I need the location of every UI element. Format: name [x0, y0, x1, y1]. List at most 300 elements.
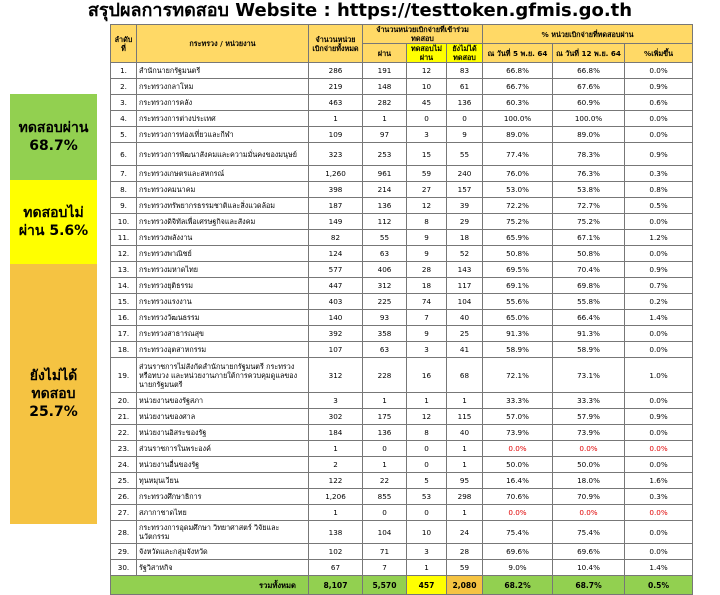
row-pass: 406 — [363, 262, 407, 278]
row-ministry: สำนักนายกรัฐมนตรี — [137, 63, 309, 79]
row-nov12: 66.4% — [553, 310, 625, 326]
row-ministry: หน่วยงานอิสระของรัฐ — [137, 425, 309, 441]
row-number: 17. — [111, 326, 137, 342]
row-pass: 358 — [363, 326, 407, 342]
row-nov12: 69.6% — [553, 544, 625, 560]
row-nov12: 75.2% — [553, 214, 625, 230]
row-ministry: กระทรวงสาธารณสุข — [137, 326, 309, 342]
row-nov12: 91.3% — [553, 326, 625, 342]
row-nov12: 0.0% — [553, 505, 625, 521]
row-fail: 12 — [407, 409, 447, 425]
row-nov5: 76.0% — [483, 166, 553, 182]
table-row — [111, 358, 693, 393]
totals-increase: 0.5% — [625, 576, 693, 595]
row-number: 13. — [111, 262, 137, 278]
row-increase: 0.0% — [625, 521, 693, 544]
row-fail: 3 — [407, 342, 447, 358]
totals-pass: 5,570 — [363, 576, 407, 595]
row-not-tested: 298 — [447, 489, 483, 505]
fail-summary-label: ทดสอบไม่ผ่าน 5.6% — [10, 180, 97, 264]
row-nov5: 53.0% — [483, 182, 553, 198]
row-not-tested: 28 — [447, 544, 483, 560]
row-pass: 191 — [363, 63, 407, 79]
row-ministry: กระทรวงยุติธรรม — [137, 278, 309, 294]
row-not-tested: 83 — [447, 63, 483, 79]
row-not-tested: 240 — [447, 166, 483, 182]
row-not-tested: 41 — [447, 342, 483, 358]
row-ministry: กระทรวงพาณิชย์ — [137, 246, 309, 262]
row-nov5: 72.1% — [483, 358, 553, 393]
row-total: 392 — [309, 326, 363, 342]
row-nov5: 100.0% — [483, 111, 553, 127]
row-pass: 112 — [363, 214, 407, 230]
row-nov5: 69.1% — [483, 278, 553, 294]
table-row — [111, 560, 693, 576]
row-ministry: กระทรวงพลังงาน — [137, 230, 309, 246]
row-ministry: กระทรวงอุตสาหกรรม — [137, 342, 309, 358]
row-increase: 0.9% — [625, 262, 693, 278]
row-ministry: กระทรวงแรงงาน — [137, 294, 309, 310]
row-total: 403 — [309, 294, 363, 310]
row-increase: 0.3% — [625, 489, 693, 505]
row-pass: 63 — [363, 246, 407, 262]
table-row — [111, 521, 693, 544]
table-row — [111, 457, 693, 473]
row-total: 323 — [309, 143, 363, 166]
row-nov5: 69.5% — [483, 262, 553, 278]
row-pass: 63 — [363, 342, 407, 358]
row-total: 1 — [309, 505, 363, 521]
row-number: 6. — [111, 143, 137, 166]
row-total: 3 — [309, 393, 363, 409]
row-fail: 0 — [407, 111, 447, 127]
table-row — [111, 278, 693, 294]
table-row — [111, 425, 693, 441]
row-nov12: 50.0% — [553, 457, 625, 473]
row-number: 9. — [111, 198, 137, 214]
row-nov12: 73.1% — [553, 358, 625, 393]
row-fail: 53 — [407, 489, 447, 505]
row-increase: 0.9% — [625, 409, 693, 425]
row-ministry: จังหวัดและกลุ่มจังหวัด — [137, 544, 309, 560]
row-increase: 0.0% — [625, 63, 693, 79]
row-nov5: 69.6% — [483, 544, 553, 560]
row-ministry: หน่วยงานอื่นของรัฐ — [137, 457, 309, 473]
row-nov12: 100.0% — [553, 111, 625, 127]
row-total: 1 — [309, 441, 363, 457]
header-nov5: ณ วันที่ 5 พ.ย. 64 — [483, 44, 553, 63]
row-increase: 0.0% — [625, 425, 693, 441]
row-nov5: 75.2% — [483, 214, 553, 230]
row-pass: 97 — [363, 127, 407, 143]
row-increase: 0.3% — [625, 166, 693, 182]
row-pass: 0 — [363, 441, 407, 457]
row-ministry: กระทรวงการอุดมศึกษา วิทยาศาสตร์ วิจัยและนวัตกรรม — [137, 521, 309, 544]
row-nov12: 55.8% — [553, 294, 625, 310]
row-number: 16. — [111, 310, 137, 326]
row-not-tested: 59 — [447, 560, 483, 576]
row-not-tested: 68 — [447, 358, 483, 393]
row-nov5: 58.9% — [483, 342, 553, 358]
row-number: 3. — [111, 95, 137, 111]
row-total: 82 — [309, 230, 363, 246]
row-ministry: ทุนหมุนเวียน — [137, 473, 309, 489]
row-fail: 12 — [407, 198, 447, 214]
row-not-tested: 115 — [447, 409, 483, 425]
row-fail: 8 — [407, 425, 447, 441]
row-nov5: 50.0% — [483, 457, 553, 473]
row-not-tested: 143 — [447, 262, 483, 278]
row-fail: 15 — [407, 143, 447, 166]
row-number: 12. — [111, 246, 137, 262]
row-nov12: 67.1% — [553, 230, 625, 246]
row-total: 138 — [309, 521, 363, 544]
header-not-tested: ยังไม่ได้ทดสอบ — [447, 44, 483, 63]
row-increase: 0.0% — [625, 246, 693, 262]
row-total: 312 — [309, 358, 363, 393]
row-nov5: 16.4% — [483, 473, 553, 489]
row-pass: 71 — [363, 544, 407, 560]
row-pass: 148 — [363, 79, 407, 95]
row-nov12: 53.8% — [553, 182, 625, 198]
row-total: 1,206 — [309, 489, 363, 505]
row-nov5: 65.9% — [483, 230, 553, 246]
row-ministry: กระทรวงเกษตรและสหกรณ์ — [137, 166, 309, 182]
row-pass: 855 — [363, 489, 407, 505]
row-ministry: หน่วยงานของรัฐสภา — [137, 393, 309, 409]
row-total: 398 — [309, 182, 363, 198]
row-fail: 59 — [407, 166, 447, 182]
results-table — [110, 24, 693, 595]
row-ministry: หน่วยงานของศาล — [137, 409, 309, 425]
row-nov5: 9.0% — [483, 560, 553, 576]
row-pass: 22 — [363, 473, 407, 489]
row-ministry: รัฐวิสาหกิจ — [137, 560, 309, 576]
row-fail: 0 — [407, 441, 447, 457]
table-row — [111, 95, 693, 111]
row-number: 20. — [111, 393, 137, 409]
row-not-tested: 0 — [447, 111, 483, 127]
row-number: 25. — [111, 473, 137, 489]
row-nov12: 60.9% — [553, 95, 625, 111]
row-pass: 136 — [363, 425, 407, 441]
totals-nov12: 68.7% — [553, 576, 625, 595]
row-total: 124 — [309, 246, 363, 262]
row-fail: 74 — [407, 294, 447, 310]
table-row — [111, 326, 693, 342]
row-increase: 0.6% — [625, 95, 693, 111]
row-total: 109 — [309, 127, 363, 143]
row-number: 8. — [111, 182, 137, 198]
table-row — [111, 544, 693, 560]
table-row — [111, 198, 693, 214]
row-ministry: กระทรวงวัฒนธรรม — [137, 310, 309, 326]
row-pass: 312 — [363, 278, 407, 294]
row-ministry: กระทรวงกลาโหม — [137, 79, 309, 95]
row-total: 219 — [309, 79, 363, 95]
header-fail: ทดสอบไม่ผ่าน — [407, 44, 447, 63]
row-nov5: 57.0% — [483, 409, 553, 425]
row-nov5: 75.4% — [483, 521, 553, 544]
row-fail: 7 — [407, 310, 447, 326]
row-nov5: 33.3% — [483, 393, 553, 409]
row-not-tested: 18 — [447, 230, 483, 246]
row-nov5: 65.0% — [483, 310, 553, 326]
row-total: 302 — [309, 409, 363, 425]
row-not-tested: 95 — [447, 473, 483, 489]
table-row — [111, 214, 693, 230]
row-not-tested: 104 — [447, 294, 483, 310]
totals-label: รวมทั้งหมด — [111, 576, 309, 595]
row-number: 4. — [111, 111, 137, 127]
table-row — [111, 230, 693, 246]
row-pass: 225 — [363, 294, 407, 310]
row-number: 1. — [111, 63, 137, 79]
table-row — [111, 441, 693, 457]
row-number: 29. — [111, 544, 137, 560]
row-pass: 961 — [363, 166, 407, 182]
row-nov12: 50.8% — [553, 246, 625, 262]
row-nov5: 91.3% — [483, 326, 553, 342]
row-not-tested: 136 — [447, 95, 483, 111]
row-increase: 1.4% — [625, 310, 693, 326]
table-row — [111, 262, 693, 278]
row-pass: 1 — [363, 457, 407, 473]
row-nov5: 89.0% — [483, 127, 553, 143]
row-fail: 27 — [407, 182, 447, 198]
row-nov5: 50.8% — [483, 246, 553, 262]
row-ministry: กระทรวงศึกษาธิการ — [137, 489, 309, 505]
row-total: 286 — [309, 63, 363, 79]
row-fail: 45 — [407, 95, 447, 111]
row-fail: 16 — [407, 358, 447, 393]
row-total: 102 — [309, 544, 363, 560]
row-ministry: กระทรวงการพัฒนาสังคมและความมั่นคงของมนุษย์ — [137, 143, 309, 166]
row-fail: 3 — [407, 127, 447, 143]
row-not-tested: 29 — [447, 214, 483, 230]
row-ministry: กระทรวงการคลัง — [137, 95, 309, 111]
row-not-tested: 117 — [447, 278, 483, 294]
row-total: 184 — [309, 425, 363, 441]
row-nov5: 66.7% — [483, 79, 553, 95]
row-nov12: 10.4% — [553, 560, 625, 576]
row-pass: 55 — [363, 230, 407, 246]
row-not-tested: 52 — [447, 246, 483, 262]
row-fail: 0 — [407, 505, 447, 521]
row-increase: 0.0% — [625, 393, 693, 409]
totals-total: 8,107 — [309, 576, 363, 595]
row-nov12: 75.4% — [553, 521, 625, 544]
row-nov5: 0.0% — [483, 441, 553, 457]
row-nov12: 78.3% — [553, 143, 625, 166]
row-pass: 136 — [363, 198, 407, 214]
header-increase: %เพิ่มขึ้น — [625, 44, 693, 63]
totals-not-tested: 2,080 — [447, 576, 483, 595]
table-row — [111, 473, 693, 489]
row-pass: 282 — [363, 95, 407, 111]
row-increase: 0.0% — [625, 505, 693, 521]
row-total: 149 — [309, 214, 363, 230]
row-fail: 8 — [407, 214, 447, 230]
row-nov5: 70.6% — [483, 489, 553, 505]
row-increase: 0.0% — [625, 214, 693, 230]
row-number: 2. — [111, 79, 137, 95]
row-nov5: 66.8% — [483, 63, 553, 79]
row-total: 463 — [309, 95, 363, 111]
row-nov12: 33.3% — [553, 393, 625, 409]
header-no: ลำดับที่ — [111, 25, 137, 63]
row-total: 107 — [309, 342, 363, 358]
row-ministry: กระทรวงคมนาคม — [137, 182, 309, 198]
table-row — [111, 166, 693, 182]
row-number: 28. — [111, 521, 137, 544]
row-increase: 0.0% — [625, 326, 693, 342]
row-nov5: 55.6% — [483, 294, 553, 310]
table-row — [111, 63, 693, 79]
row-nov12: 70.9% — [553, 489, 625, 505]
row-nov5: 72.2% — [483, 198, 553, 214]
row-not-tested: 1 — [447, 393, 483, 409]
row-increase: 0.9% — [625, 79, 693, 95]
row-number: 27. — [111, 505, 137, 521]
row-total: 577 — [309, 262, 363, 278]
row-not-tested: 40 — [447, 425, 483, 441]
row-pass: 104 — [363, 521, 407, 544]
row-fail: 3 — [407, 544, 447, 560]
table-row — [111, 409, 693, 425]
row-not-tested: 24 — [447, 521, 483, 544]
table-row — [111, 393, 693, 409]
row-increase: 0.8% — [625, 182, 693, 198]
row-number: 24. — [111, 457, 137, 473]
row-increase: 0.7% — [625, 278, 693, 294]
totals-fail: 457 — [407, 576, 447, 595]
row-ministry: กระทรวงดิจิทัลเพื่อเศรษฐกิจและสังคม — [137, 214, 309, 230]
table-row — [111, 505, 693, 521]
row-fail: 0 — [407, 457, 447, 473]
row-pass: 228 — [363, 358, 407, 393]
row-ministry: ส่วนราชการไม่สังกัดสำนักนายกรัฐมนตรี กระทรวง หรือทบวง และหน่วยงานภายใต้การควบคุมดูแลของนายกรัฐมนตรี — [137, 358, 309, 393]
row-total: 1,260 — [309, 166, 363, 182]
row-fail: 1 — [407, 393, 447, 409]
row-nov5: 77.4% — [483, 143, 553, 166]
row-number: 10. — [111, 214, 137, 230]
table-row — [111, 182, 693, 198]
row-increase: 1.2% — [625, 230, 693, 246]
row-number: 14. — [111, 278, 137, 294]
row-fail: 10 — [407, 79, 447, 95]
row-nov12: 66.8% — [553, 63, 625, 79]
header-total: จำนวนหน่วยเบิกจ่ายทั้งหมด — [309, 25, 363, 63]
row-nov12: 73.9% — [553, 425, 625, 441]
row-nov12: 0.0% — [553, 441, 625, 457]
totals-nov5: 68.2% — [483, 576, 553, 595]
row-pass: 93 — [363, 310, 407, 326]
row-number: 18. — [111, 342, 137, 358]
row-increase: 0.2% — [625, 294, 693, 310]
row-number: 30. — [111, 560, 137, 576]
row-not-tested: 1 — [447, 505, 483, 521]
table-row — [111, 342, 693, 358]
table-row — [111, 127, 693, 143]
table-row — [111, 79, 693, 95]
table-row — [111, 111, 693, 127]
row-ministry: กระทรวงมหาดไทย — [137, 262, 309, 278]
row-increase: 0.0% — [625, 342, 693, 358]
row-increase: 0.0% — [625, 127, 693, 143]
row-increase: 0.0% — [625, 111, 693, 127]
row-increase: 0.5% — [625, 198, 693, 214]
row-fail: 10 — [407, 521, 447, 544]
row-fail: 9 — [407, 230, 447, 246]
row-nov12: 70.4% — [553, 262, 625, 278]
row-total: 140 — [309, 310, 363, 326]
table-row — [111, 310, 693, 326]
row-nov12: 69.8% — [553, 278, 625, 294]
row-increase: 1.6% — [625, 473, 693, 489]
row-pass: 214 — [363, 182, 407, 198]
row-nov5: 0.0% — [483, 505, 553, 521]
row-increase: 1.4% — [625, 560, 693, 576]
totals-row — [111, 576, 693, 595]
row-ministry: กระทรวงทรัพยากรธรรมชาติและสิ่งแวดล้อม — [137, 198, 309, 214]
table-row — [111, 143, 693, 166]
header-pass: ผ่าน — [363, 44, 407, 63]
row-total: 187 — [309, 198, 363, 214]
row-total: 67 — [309, 560, 363, 576]
row-fail: 9 — [407, 246, 447, 262]
header-participated-group: จำนวนหน่วยเบิกจ่ายที่เข้าร่วมทดสอบ — [363, 25, 483, 44]
table-row — [111, 294, 693, 310]
row-number: 11. — [111, 230, 137, 246]
row-fail: 18 — [407, 278, 447, 294]
row-nov12: 76.3% — [553, 166, 625, 182]
header-nov12: ณ วันที่ 12 พ.ย. 64 — [553, 44, 625, 63]
row-pass: 253 — [363, 143, 407, 166]
row-increase: 0.0% — [625, 544, 693, 560]
row-pass: 7 — [363, 560, 407, 576]
row-not-tested: 1 — [447, 441, 483, 457]
row-nov12: 57.9% — [553, 409, 625, 425]
row-nov12: 72.7% — [553, 198, 625, 214]
row-increase: 0.0% — [625, 441, 693, 457]
row-number: 19. — [111, 358, 137, 393]
row-total: 447 — [309, 278, 363, 294]
row-nov12: 58.9% — [553, 342, 625, 358]
row-increase: 1.0% — [625, 358, 693, 393]
row-ministry: สภากาชาดไทย — [137, 505, 309, 521]
row-fail: 12 — [407, 63, 447, 79]
row-not-tested: 61 — [447, 79, 483, 95]
row-nov5: 73.9% — [483, 425, 553, 441]
row-ministry: ส่วนราชการในพระองค์ — [137, 441, 309, 457]
row-pass: 175 — [363, 409, 407, 425]
row-number: 26. — [111, 489, 137, 505]
row-not-tested: 55 — [447, 143, 483, 166]
row-fail: 1 — [407, 560, 447, 576]
row-pass: 1 — [363, 111, 407, 127]
row-total: 2 — [309, 457, 363, 473]
row-pass: 1 — [363, 393, 407, 409]
row-number: 7. — [111, 166, 137, 182]
row-not-tested: 40 — [447, 310, 483, 326]
row-not-tested: 39 — [447, 198, 483, 214]
row-fail: 28 — [407, 262, 447, 278]
row-increase: 0.9% — [625, 143, 693, 166]
row-number: 15. — [111, 294, 137, 310]
row-nov12: 18.0% — [553, 473, 625, 489]
table-row — [111, 246, 693, 262]
